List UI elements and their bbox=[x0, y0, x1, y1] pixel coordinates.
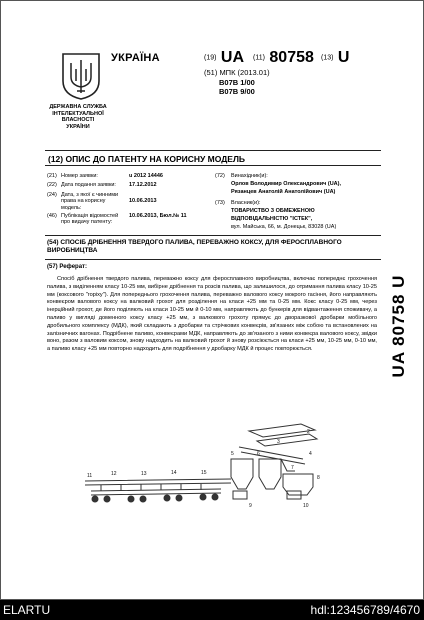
owner-line: ВІДПОВІДАЛЬНІСТЮ "ІСТЕК", bbox=[231, 215, 313, 222]
biblio-row bbox=[47, 173, 207, 181]
upper-conveyor bbox=[249, 424, 315, 437]
biblio-value: 17.12.2012 bbox=[129, 182, 157, 188]
abstract-text: Спосіб дрібнення твердого палива, переважно коксу для феросплавного виробництва, включає попереднє грохочення палива, з виділенням класу 10-25 мм, вибірне дрібнення та розсів палива, що залишилося, до отримання палива класу 10-25 мм (коксового "горіху"). Для попереднього грохочення палива, переважно валового коксу мокрого гасіння, його направляють конвеєром валового коксу на валковий грохот для розділення на класи +25 мм та 0-25 мм. Кокс класу 0-25 мм, через інерційний грохот, де його поділяють на класи 10-25 мм й 0-10 мм, направляють до бункерів для відвантаження споживачу, а паливо у вигляді доменного коксу класу +25 мм, з валкового грохоту прямує до дворазкової дробарки мобільного дробильного комплексу (МДК), який складають з дробарки та стрічкових конвеєрів, зв'язаних між собою та встановлених на залізничних вагонах. Подрібнене паливо, конвеєрами МДК, направляють до зв'язаного з ними конвеєра валового коксу, звідки воно, разом з валовим коксом, знову надходить на валковий грохот й знову розсіюється на класи +25 мм, 10-25 мм, 0-10 мм, а паливо класу +25 мм повторно надходить для подрібнення у дробарку МДК й процес повторюється. bbox=[47, 276, 377, 353]
coat-of-arms-icon bbox=[59, 51, 103, 101]
inid-code: (19) bbox=[204, 54, 217, 62]
wagon-wheel bbox=[200, 494, 206, 500]
inid-code: (11) bbox=[253, 54, 265, 62]
figure-label: 15 bbox=[201, 470, 207, 476]
biblio-value: 10.06.2013 bbox=[129, 198, 157, 204]
figure-label: 4 bbox=[309, 451, 312, 457]
country-code: UA bbox=[220, 49, 245, 66]
kind-code-field bbox=[321, 49, 349, 67]
ipc-label: МПК (2013.01) bbox=[219, 68, 270, 77]
wagon-wheel bbox=[92, 496, 98, 502]
utility-model-title bbox=[47, 239, 377, 256]
inid-code: (73) bbox=[215, 200, 225, 206]
inid-code: (57) bbox=[47, 264, 58, 270]
figure-label: 10 bbox=[303, 503, 309, 509]
figure-label: 7 bbox=[291, 465, 294, 471]
patent-number-field bbox=[253, 49, 314, 67]
repository-name: ELARTU bbox=[3, 603, 51, 617]
biblio-left bbox=[47, 173, 207, 233]
figure-label: 3 bbox=[277, 439, 280, 445]
inid-code: (22) bbox=[47, 182, 57, 188]
inventor-name: Рязанцев Анатолій Анатолійович (UA) bbox=[231, 188, 336, 195]
ipc-class: B07B 9/00 bbox=[219, 87, 255, 96]
figure-label: 9 bbox=[249, 503, 252, 509]
biblio-label: Номер заявки: bbox=[61, 173, 98, 179]
biblio-label: Дата подання заявки: bbox=[61, 182, 116, 188]
document-title-text: ОПИС ДО ПАТЕНТУ НА КОРИСНУ МОДЕЛЬ bbox=[65, 154, 246, 164]
agency-line: УКРАЇНИ bbox=[66, 123, 90, 130]
abstract-heading-text: Реферат: bbox=[59, 264, 87, 270]
figure-label: 14 bbox=[171, 470, 177, 476]
conveyor-frame bbox=[239, 447, 305, 464]
wagon-wheel bbox=[140, 496, 146, 502]
figure-label: 6 bbox=[257, 451, 260, 457]
ipc-block bbox=[204, 68, 270, 97]
agency-line: ВЛАСНОСТІ bbox=[61, 117, 95, 123]
agency-line: ІНТЕЛЕКТУАЛЬНОЇ bbox=[52, 110, 104, 117]
owner-name bbox=[231, 208, 315, 223]
divider bbox=[45, 259, 381, 260]
inid-code: (24) bbox=[47, 192, 57, 198]
figure-label: 12 bbox=[111, 471, 117, 477]
side-stamp bbox=[389, 261, 409, 391]
inid-code: (46) bbox=[47, 213, 57, 219]
country-code-field bbox=[204, 49, 244, 67]
inventors-label: Винахідник(и): bbox=[231, 173, 268, 179]
inid-code: (54) bbox=[47, 239, 59, 246]
biblio-value: u 2012 14446 bbox=[129, 173, 163, 179]
inventor-name: Орлов Володимир Олександрович (UA), bbox=[231, 181, 342, 187]
handle-link[interactable]: hdl:123456789/4670 bbox=[310, 603, 420, 617]
document-title bbox=[48, 154, 245, 164]
biblio-value: 10.06.2013, Бюл.№ 11 bbox=[129, 213, 187, 219]
figure-label: 11 bbox=[87, 473, 93, 479]
viewer-footer bbox=[0, 600, 424, 620]
biblio-row bbox=[47, 192, 207, 212]
owner-label: Власник(и): bbox=[231, 200, 261, 206]
owner-line: ТОВАРИСТВО З ОБМЕЖЕНОЮ bbox=[231, 208, 315, 214]
wagon-wheel bbox=[164, 495, 170, 501]
biblio-right bbox=[215, 173, 385, 233]
ipc-class: B07B 1/00 bbox=[219, 77, 255, 87]
inid-code: (51) bbox=[204, 68, 218, 77]
divider bbox=[45, 235, 381, 236]
hopper bbox=[259, 459, 281, 489]
biblio-label: Дата, з якої є чинними права на корисну модель: bbox=[61, 192, 119, 211]
main-conveyor bbox=[85, 479, 231, 485]
railcar bbox=[233, 491, 247, 499]
figure-label: 2 bbox=[307, 429, 310, 435]
biblio-row bbox=[47, 182, 207, 190]
inventors-list bbox=[231, 181, 341, 196]
inid-code: (12) bbox=[48, 154, 64, 164]
country-name: УКРАЇНА bbox=[111, 52, 160, 64]
wagon-wheel bbox=[104, 496, 110, 502]
patent-number: 80758 bbox=[269, 49, 314, 66]
kind-code: U bbox=[337, 49, 350, 66]
abstract-heading bbox=[47, 264, 87, 270]
figure-label: 13 bbox=[141, 471, 147, 477]
hopper bbox=[231, 459, 253, 489]
inid-code: (72) bbox=[215, 173, 225, 179]
utility-model-title-text: СПОСІБ ДРІБНЕННЯ ТВЕРДОГО ПАЛИВА, ПЕРЕВАЖНО КОКСУ, ДЛЯ ФЕРОСПЛАВНОГО ВИРОБНИЦТВА bbox=[47, 239, 342, 255]
divider bbox=[45, 150, 381, 151]
divider bbox=[45, 165, 381, 166]
side-stamp-text: UA 80758 U bbox=[389, 274, 408, 378]
owner-address: вул. Майська, 66, м. Донецьк, 83028 (UA) bbox=[231, 224, 337, 230]
biblio-row bbox=[47, 213, 207, 229]
wagon-wheel bbox=[128, 496, 134, 502]
agency-name bbox=[43, 104, 113, 130]
wagon-wheel bbox=[212, 494, 218, 500]
inid-code: (21) bbox=[47, 173, 57, 179]
inid-code: (13) bbox=[321, 54, 334, 62]
agency-line: ДЕРЖАВНА СЛУЖБА bbox=[49, 104, 107, 110]
upper-conveyor bbox=[257, 434, 317, 446]
wagon-wheel bbox=[176, 495, 182, 501]
technical-drawing bbox=[81, 419, 327, 515]
biblio-label: Публікація відомостей про видачу патенту: bbox=[61, 213, 119, 226]
figure-label: 5 bbox=[231, 451, 234, 457]
figure-label: 8 bbox=[317, 475, 320, 481]
